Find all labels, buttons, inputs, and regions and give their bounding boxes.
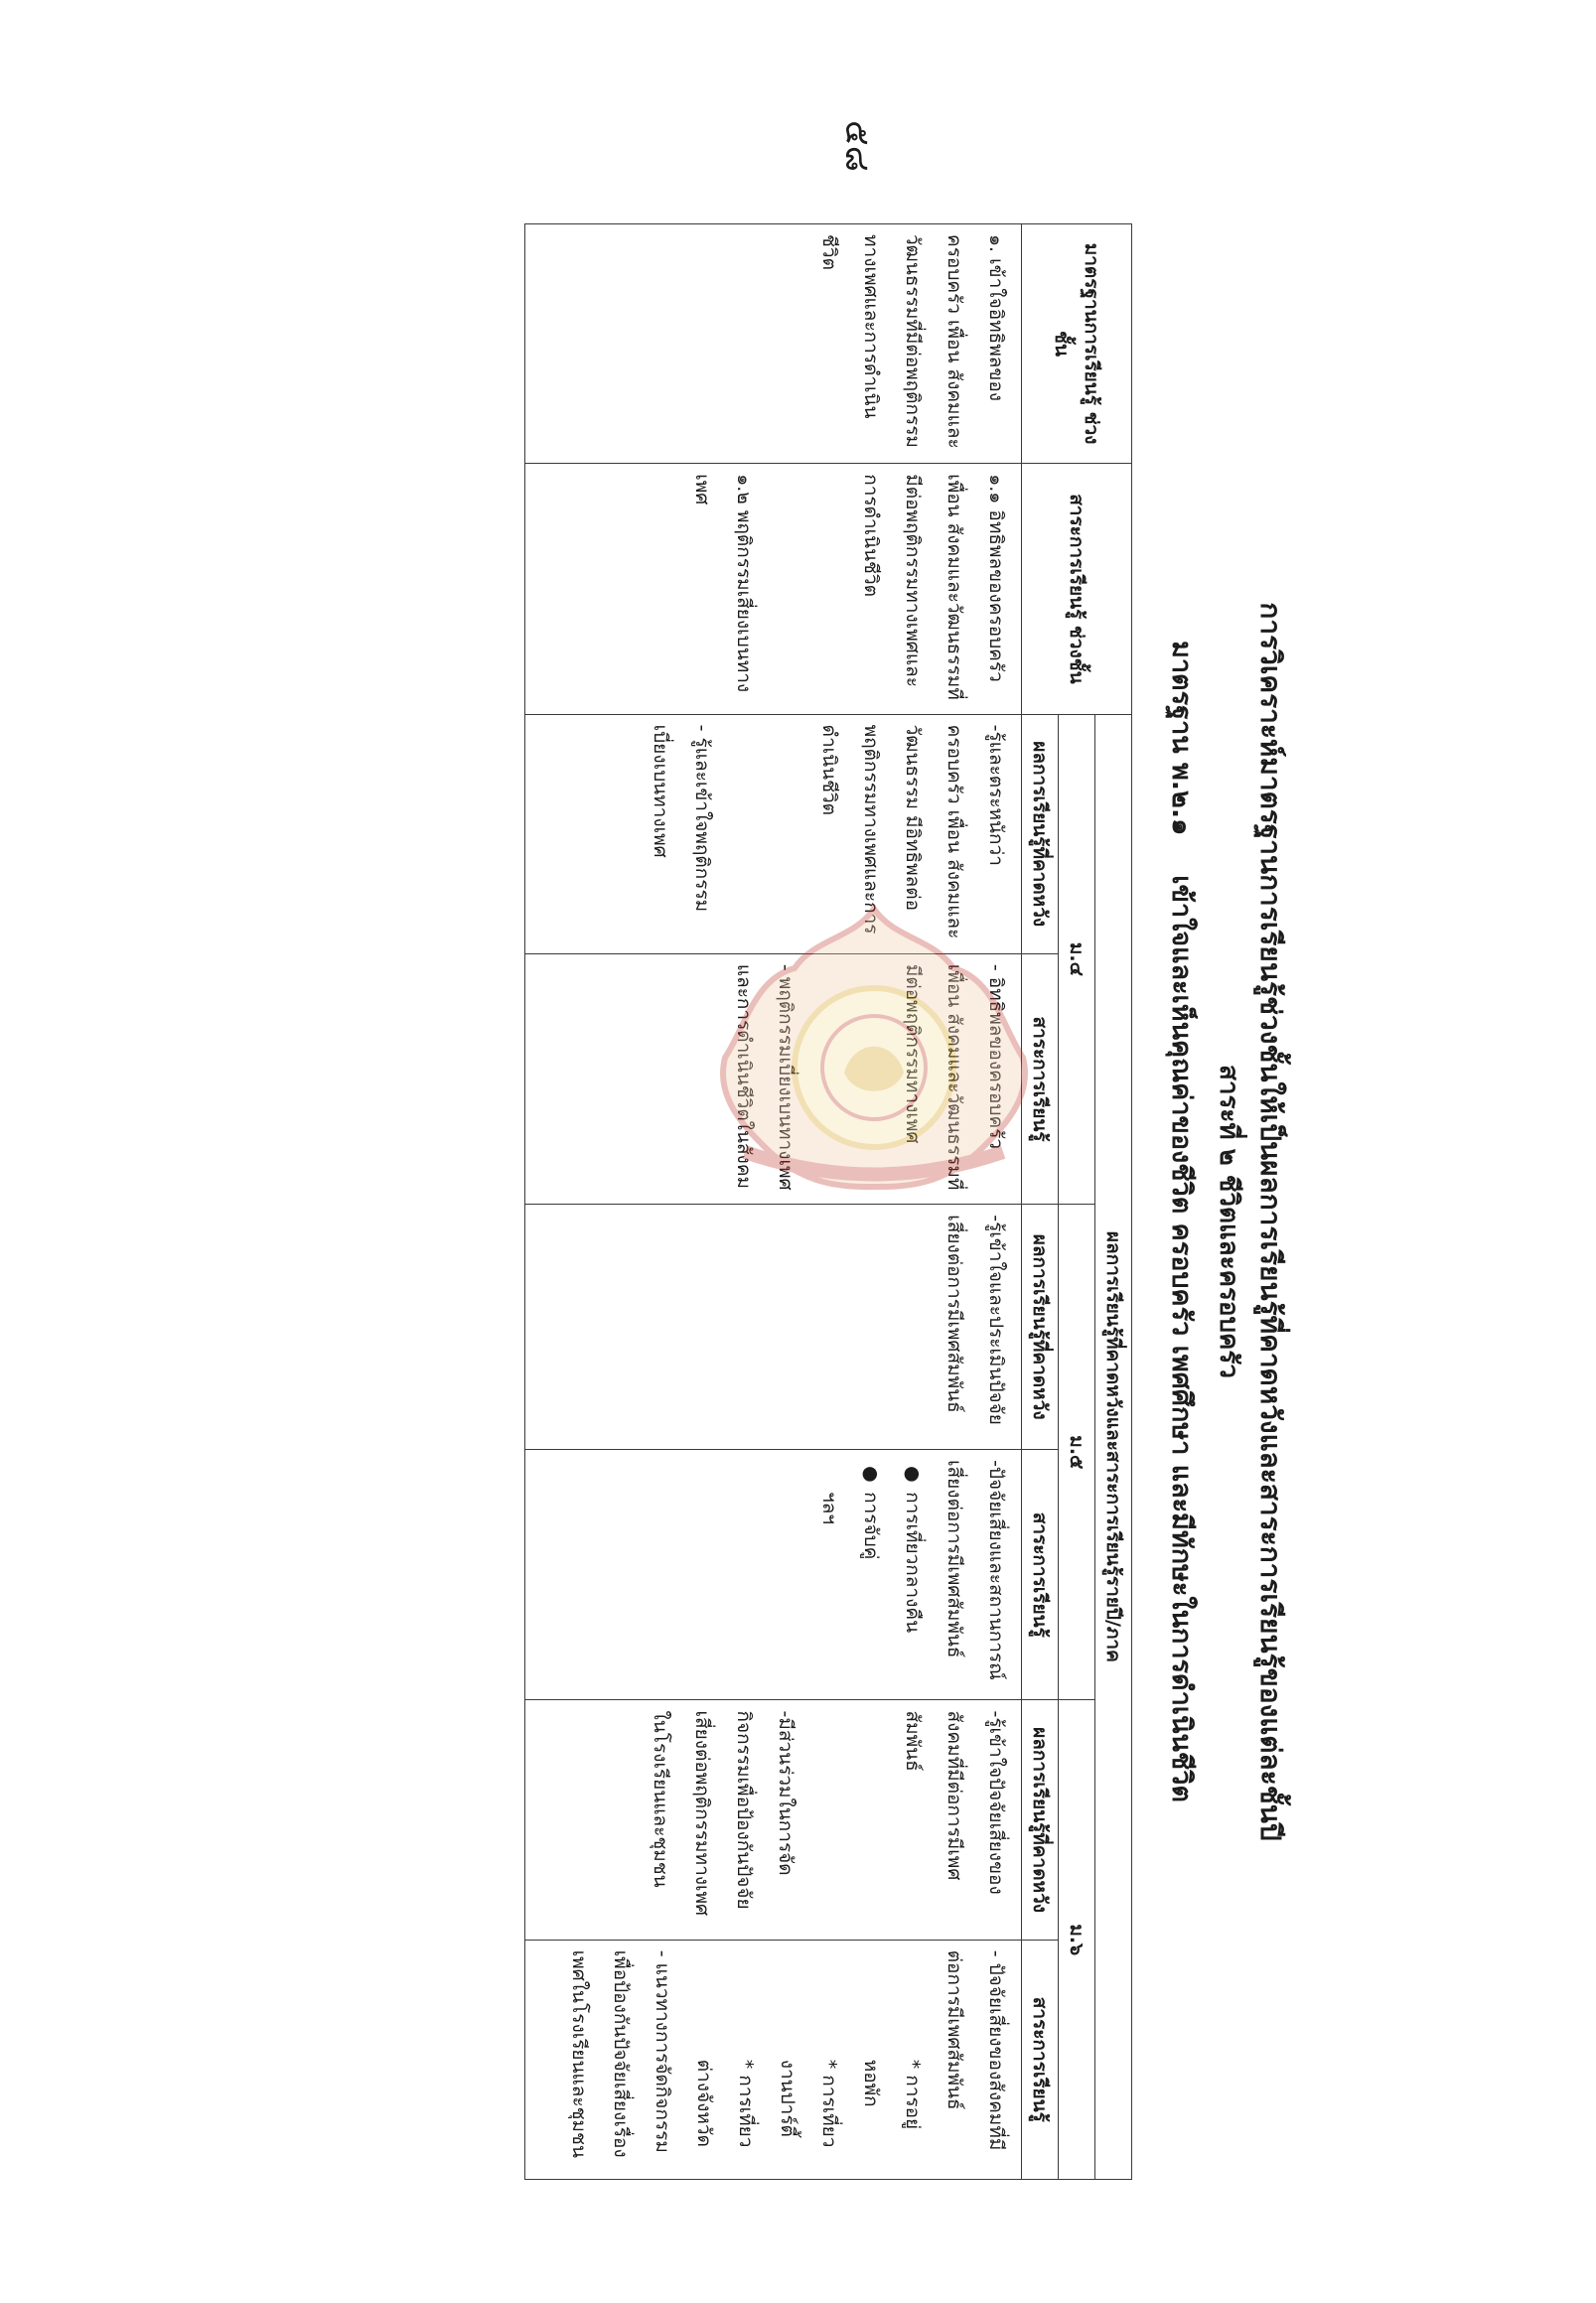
m6-outcome-2: -มีส่วนร่วมในการจัดกิจกรรมเพื่อป้องกันปัจจัยเสี่ยงต่อพฤติกรรมทางเพศในโรงเรียนและชุมชน [650,1710,797,1917]
list-item: ●การจับคู่ [860,1466,882,1560]
header-content-m6: สาระการเรียนรู้ [1022,1940,1059,2179]
title-block [1158,223,1291,2220]
standard-line [1158,223,1204,2220]
m6-content-2: - แนวทางการจัดกิจกรรมเพื่อป้องกันปัจจัยเสี่ยงเรื่องเพศในโรงเรียนและชุมชน [568,1949,673,2158]
m5-content-intro: -ปัจจัยเสี่ยงและสถานการณ์เสี่ยงต่อการมีเพศสัมพันธ์ [943,1460,1007,1680]
header-content-range: สาระการเรียนรู้ ช่วงชั้น [1022,464,1132,714]
content-range-1: ๑.๑ อิทธิพลของครอบครัว เพื่อน สังคมและวัฒนธรรมที่มีต่อพฤติกรรมทางเพศและการดำเนินชีวิต [860,474,1007,700]
analysis-table [524,223,1132,2180]
m4-content-2: - พฤติกรรมเบี่ยงเบนทางเพศและการดำเนินชีวิตในสังคม [733,963,797,1191]
standard-text: เข้าใจและเห็นคุณค่าของชีวิต ครอบครัว เพศศึกษา และมีทักษะในการดำเนินชีวิต [1166,875,1197,1802]
list-item: ●การเที่ยวกลางคืน [902,1466,924,1634]
m5-outcome: -รู้เข้าใจและประเมินปัจจัยเสี่ยงต่อการมีเพศสัมพันธ์ [943,1215,1007,1425]
cell-m4-outcome [525,714,1022,953]
table-row [525,224,1022,2180]
cell-content-range [525,464,1022,714]
cell-m5-outcome [525,1205,1022,1450]
list-item: * การเที่ยวต่างจังหวัด [693,2059,757,2148]
m4-outcome-2: - รู้และเข้าใจพฤติกรรมเบี่ยงเบนทางเพศ [650,724,713,913]
header-standard: มาตรฐานการเรียนรู้ ช่วงชั้น [1022,224,1132,464]
title-line-2: สาระที่ ๒ ชีวิตและครอบครัว [1214,1065,1243,1378]
m6-content-1: - ปัจจัยเสี่ยงของสังคมที่มีต่อการมีเพศสัมพันธ์ [943,1949,1007,2151]
title-line-1: การวิเคราะห์มาตรฐานการเรียนรู้ช่วงชั้นให้เป็นผลการเรียนรู้ที่คาดหวังและสาระการเรียนรู้ของแต่ละชั้นปี [1254,602,1287,1841]
header-outcome-m4: ผลการเรียนรู้ที่คาดหวัง [1022,714,1059,953]
cell-m5-content [525,1450,1022,1700]
content-range-2: ๑.๒ พฤติกรรมเสี่ยงเบนทางเพศ [691,474,755,693]
header-outcome-m6: ผลการเรียนรู้ที่คาดหวัง [1022,1700,1059,1940]
page-number: ๕๘ [836,120,877,172]
list-item: * การเที่ยวงานปาร์ตี้ [777,2059,840,2148]
header-grade-m6: ม.๖ [1059,1700,1095,2180]
cell-m6-content [525,1940,1022,2179]
rotated-page-content [377,223,1291,2220]
header-content-m5: สาระการเรียนรู้ [1022,1450,1059,1700]
m4-content-1: - อิทธิพลของครอบครัว เพื่อน สังคมและวัฒนธรรมที่มีต่อพฤติกรรมทางเพศ [902,963,1007,1191]
standard-cell-text: ๑. เข้าใจอิทธิพลของครอบครัว เพื่อน สังคมและวัฒนธรรมที่มีต่อพฤติกรรมทางเพศและการดำเนินชีวิต [818,234,1007,449]
header-content-m4: สาระการเรียนรู้ [1022,953,1059,1204]
standard-code: มาตรฐาน พ.๒.๑ [1166,641,1197,836]
list-item: * การอยู่หอพัก [860,2059,924,2130]
cell-m4-content [525,953,1022,1204]
list-item: ฯลฯ [818,1492,840,1525]
m4-outcome-1: -รู้และตระหนักว่าครอบครัว เพื่อน สังคมและวัฒนธรรม มีอิทธิพลต่อพฤติกรรมทางเพศและการดำเนินชีวิต [818,724,1007,939]
cell-standard [525,224,1022,464]
cell-m6-outcome [525,1700,1022,1940]
header-outcome-m5: ผลการเรียนรู้ที่คาดหวัง [1022,1205,1059,1450]
m6-outcome-1: -รู้เข้าใจปัจจัยเสี่ยงของสังคมที่มีต่อการมีเพศสัมพันธ์ [902,1710,1007,1895]
header-grade-m5: ม.๕ [1059,1205,1095,1700]
header-grade-m4: ม.๔ [1059,714,1095,1205]
header-group: ผลการเรียนรู้ที่คาดหวังและสาระการเรียนรู้รายปี/ภาค [1095,714,1132,2179]
